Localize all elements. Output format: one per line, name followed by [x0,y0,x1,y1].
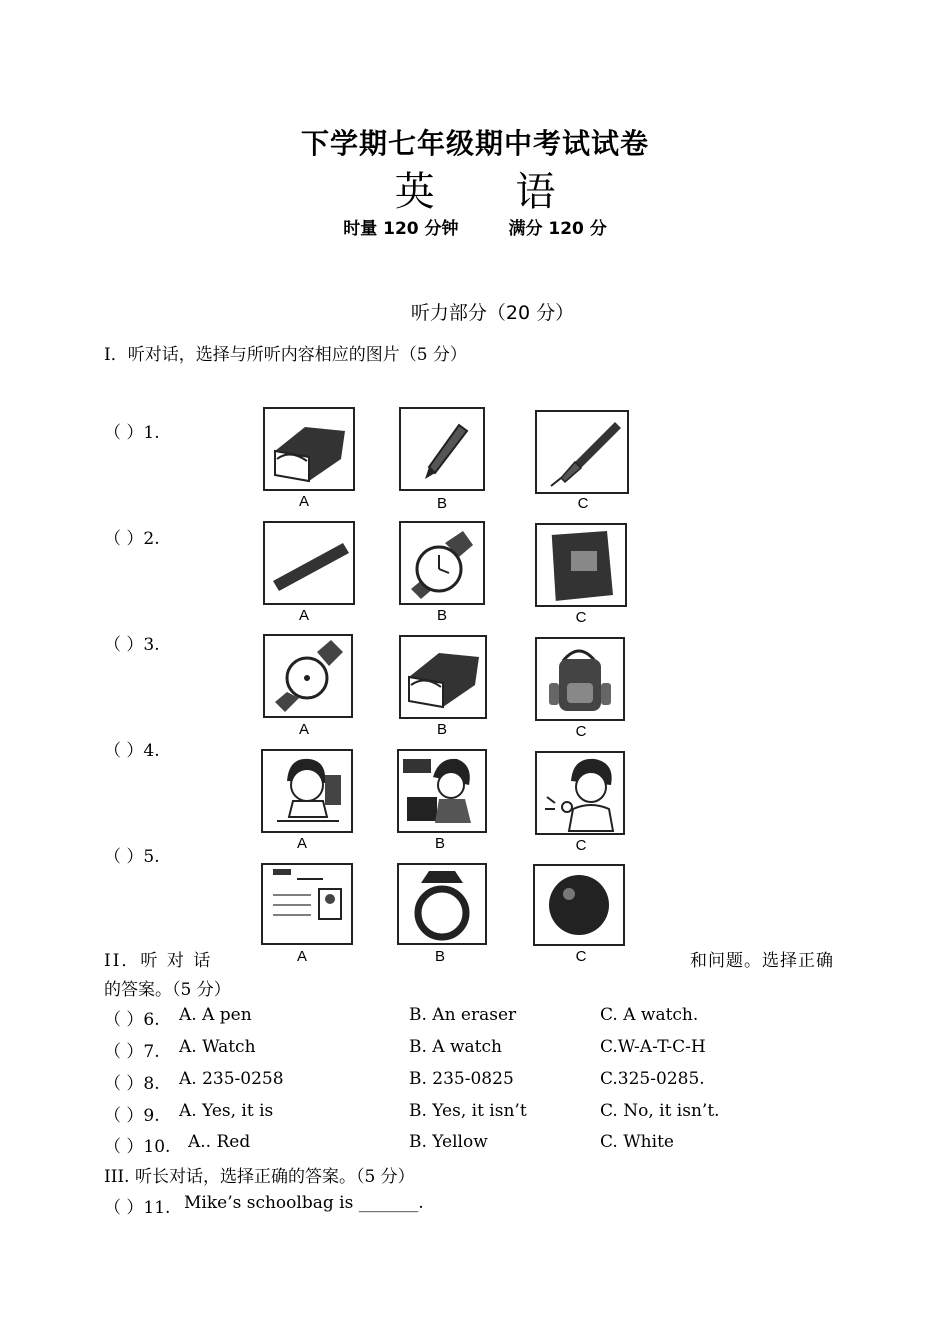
picture-3c [535,637,625,721]
caption-3b: B [436,721,447,738]
picture-4c [535,751,625,835]
picture-4a [261,749,353,833]
caption-1b: B [436,495,447,512]
caption-5b: B [434,948,445,965]
picture-5a [261,863,353,945]
caption-2a: A [298,607,309,624]
caption-5c: C [575,948,587,965]
girl-phone-icon [399,751,485,831]
question-option-c: C.W-A-T-C-H [600,1037,706,1057]
picture-2c [535,523,627,607]
picture-5c [533,864,625,946]
picture-1c [535,410,629,494]
section2-heading-line2: 的答案。（5 分） [104,980,231,1000]
caption-2c: C [575,609,587,626]
pencil-icon [401,409,483,489]
question-option-b: B. 235-0825 [409,1069,514,1089]
schoolbag-icon [537,639,623,719]
item-label-5: （ ）5. [104,847,160,867]
picture-1b [399,407,485,491]
section2-heading-end: 和问题。选择正确 [690,951,834,971]
boy-writing-icon [263,751,351,831]
caption-4b: B [434,835,445,852]
question-number: （ ）7. [104,1042,160,1062]
question-option-b: B. Yellow [409,1132,488,1152]
ruler-icon [265,523,353,603]
exam-meta [0,214,950,239]
section2-heading-start: II．听 对 话 [104,951,213,971]
caption-2b: B [436,607,447,624]
picture-4b [397,749,487,833]
exam-title: 下学期七年级期中考试试卷 [300,127,649,160]
item-label-2: （ ）2. [104,529,160,549]
exam-subject: 英 语 [394,169,590,215]
question-option-b: B. An eraser [409,1005,517,1025]
eraser-icon [401,637,485,717]
question-option-a: A. A pen [179,1005,252,1025]
question-number: （ ）9. [104,1106,160,1126]
eraser-icon [265,409,353,489]
question-option-c: C. White [600,1132,674,1152]
question-option-b: B. Yes, it isn’t [409,1101,527,1121]
question-number: （ ）11. [104,1198,171,1218]
picture-5b [397,863,487,945]
question-option-c: C. A watch. [600,1005,699,1025]
picture-3a [263,634,353,718]
item-label-1: （ ）1. [104,423,160,443]
watch-icon [401,523,483,603]
question-number: （ ）10. [104,1137,171,1157]
watch-icon [265,636,351,716]
book-icon [537,525,625,605]
question-option-a: A. 235-0258 [179,1069,284,1089]
caption-3c: C [575,723,587,740]
question-option-c: C.325-0285. [600,1069,705,1089]
exam-time: 时量 120 分钟 [343,219,459,239]
caption-4c: C [575,837,587,854]
girl-talking-icon [537,753,623,833]
section3-heading: III. 听长对话，选择正确的答案。（5 分） [104,1167,415,1187]
question-text: Mike’s schoolbag is _______. [184,1193,424,1213]
id-card-icon [263,865,351,943]
picture-1a [263,407,355,491]
question-option-a: A. Yes, it is [179,1101,274,1121]
question-number: （ ）6. [104,1010,160,1030]
question-option-c: C. No, it isn’t. [600,1101,720,1121]
pen-icon [537,412,627,492]
caption-1c: C [577,495,589,512]
item-label-4: （ ）4. [104,741,160,761]
item-label-3: （ ）3. [104,635,160,655]
picture-2a [263,521,355,605]
question-number: （ ）8. [104,1074,160,1094]
question-option-a: A.. Red [188,1132,251,1152]
caption-5a: A [296,948,307,965]
picture-3b [399,635,487,719]
caption-4a: A [296,835,307,852]
caption-3a: A [298,721,309,738]
picture-2b [399,521,485,605]
question-option-a: A. Watch [179,1037,256,1057]
listening-title: 听力部分（20 分） [410,302,575,324]
section1-heading: I．听对话，选择与所听内容相应的图片（5 分） [104,345,467,365]
question-option-b: B. A watch [409,1037,502,1057]
exam-score: 满分 120 分 [508,219,607,239]
ring-icon [399,865,485,943]
ball-icon [535,866,623,944]
caption-1a: A [298,493,309,510]
